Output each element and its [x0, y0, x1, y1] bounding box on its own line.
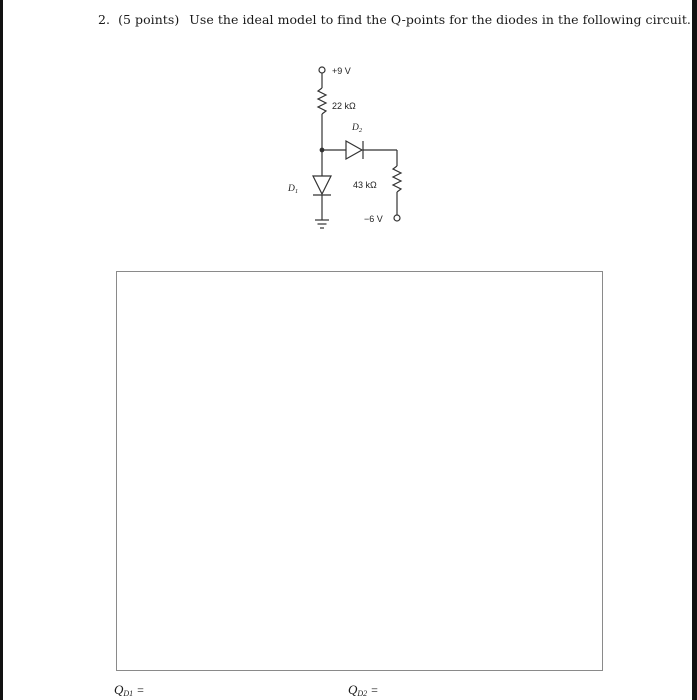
question-number: 2. — [98, 12, 111, 27]
resistor-r1 — [318, 88, 326, 114]
qpoint-d1-eq: = — [137, 683, 144, 697]
diode-d1-label: $D_1$ — [288, 184, 299, 195]
diode-d1 — [313, 176, 331, 194]
qpoint-d2-q: Q — [348, 682, 358, 697]
page-edge-right — [692, 0, 697, 700]
page-edge-left — [0, 0, 3, 700]
question-body: Use the ideal model to find the Q-points for the diodes in the following circuit. — [189, 12, 691, 27]
diode-d2-label: $D_2$ — [352, 123, 363, 134]
supply-top-label: +9 V — [332, 66, 351, 76]
question-points: (5 points) — [118, 12, 180, 27]
question-text — [98, 12, 691, 27]
ground-symbol — [315, 220, 329, 228]
qpoint-d2-eq: = — [371, 683, 378, 697]
qpoint-d2-label — [348, 682, 378, 698]
qpoint-d2-sub: D2 — [357, 689, 368, 698]
supply-bottom-terminal — [394, 215, 400, 221]
supply-top-terminal — [319, 67, 325, 73]
resistor-r2 — [393, 166, 401, 192]
resistor-r2-label: 43 kΩ — [353, 180, 377, 190]
qpoint-d1-sub: D1 — [123, 689, 134, 698]
answer-work-box[interactable] — [116, 271, 603, 671]
supply-bottom-label: −6 V — [364, 214, 383, 224]
diode-d2 — [346, 141, 362, 159]
qpoint-d1-q: Q — [114, 682, 124, 697]
resistor-r1-label: 22 kΩ — [332, 101, 356, 111]
qpoint-d1-label — [114, 682, 144, 698]
circuit-diagram — [260, 58, 440, 248]
